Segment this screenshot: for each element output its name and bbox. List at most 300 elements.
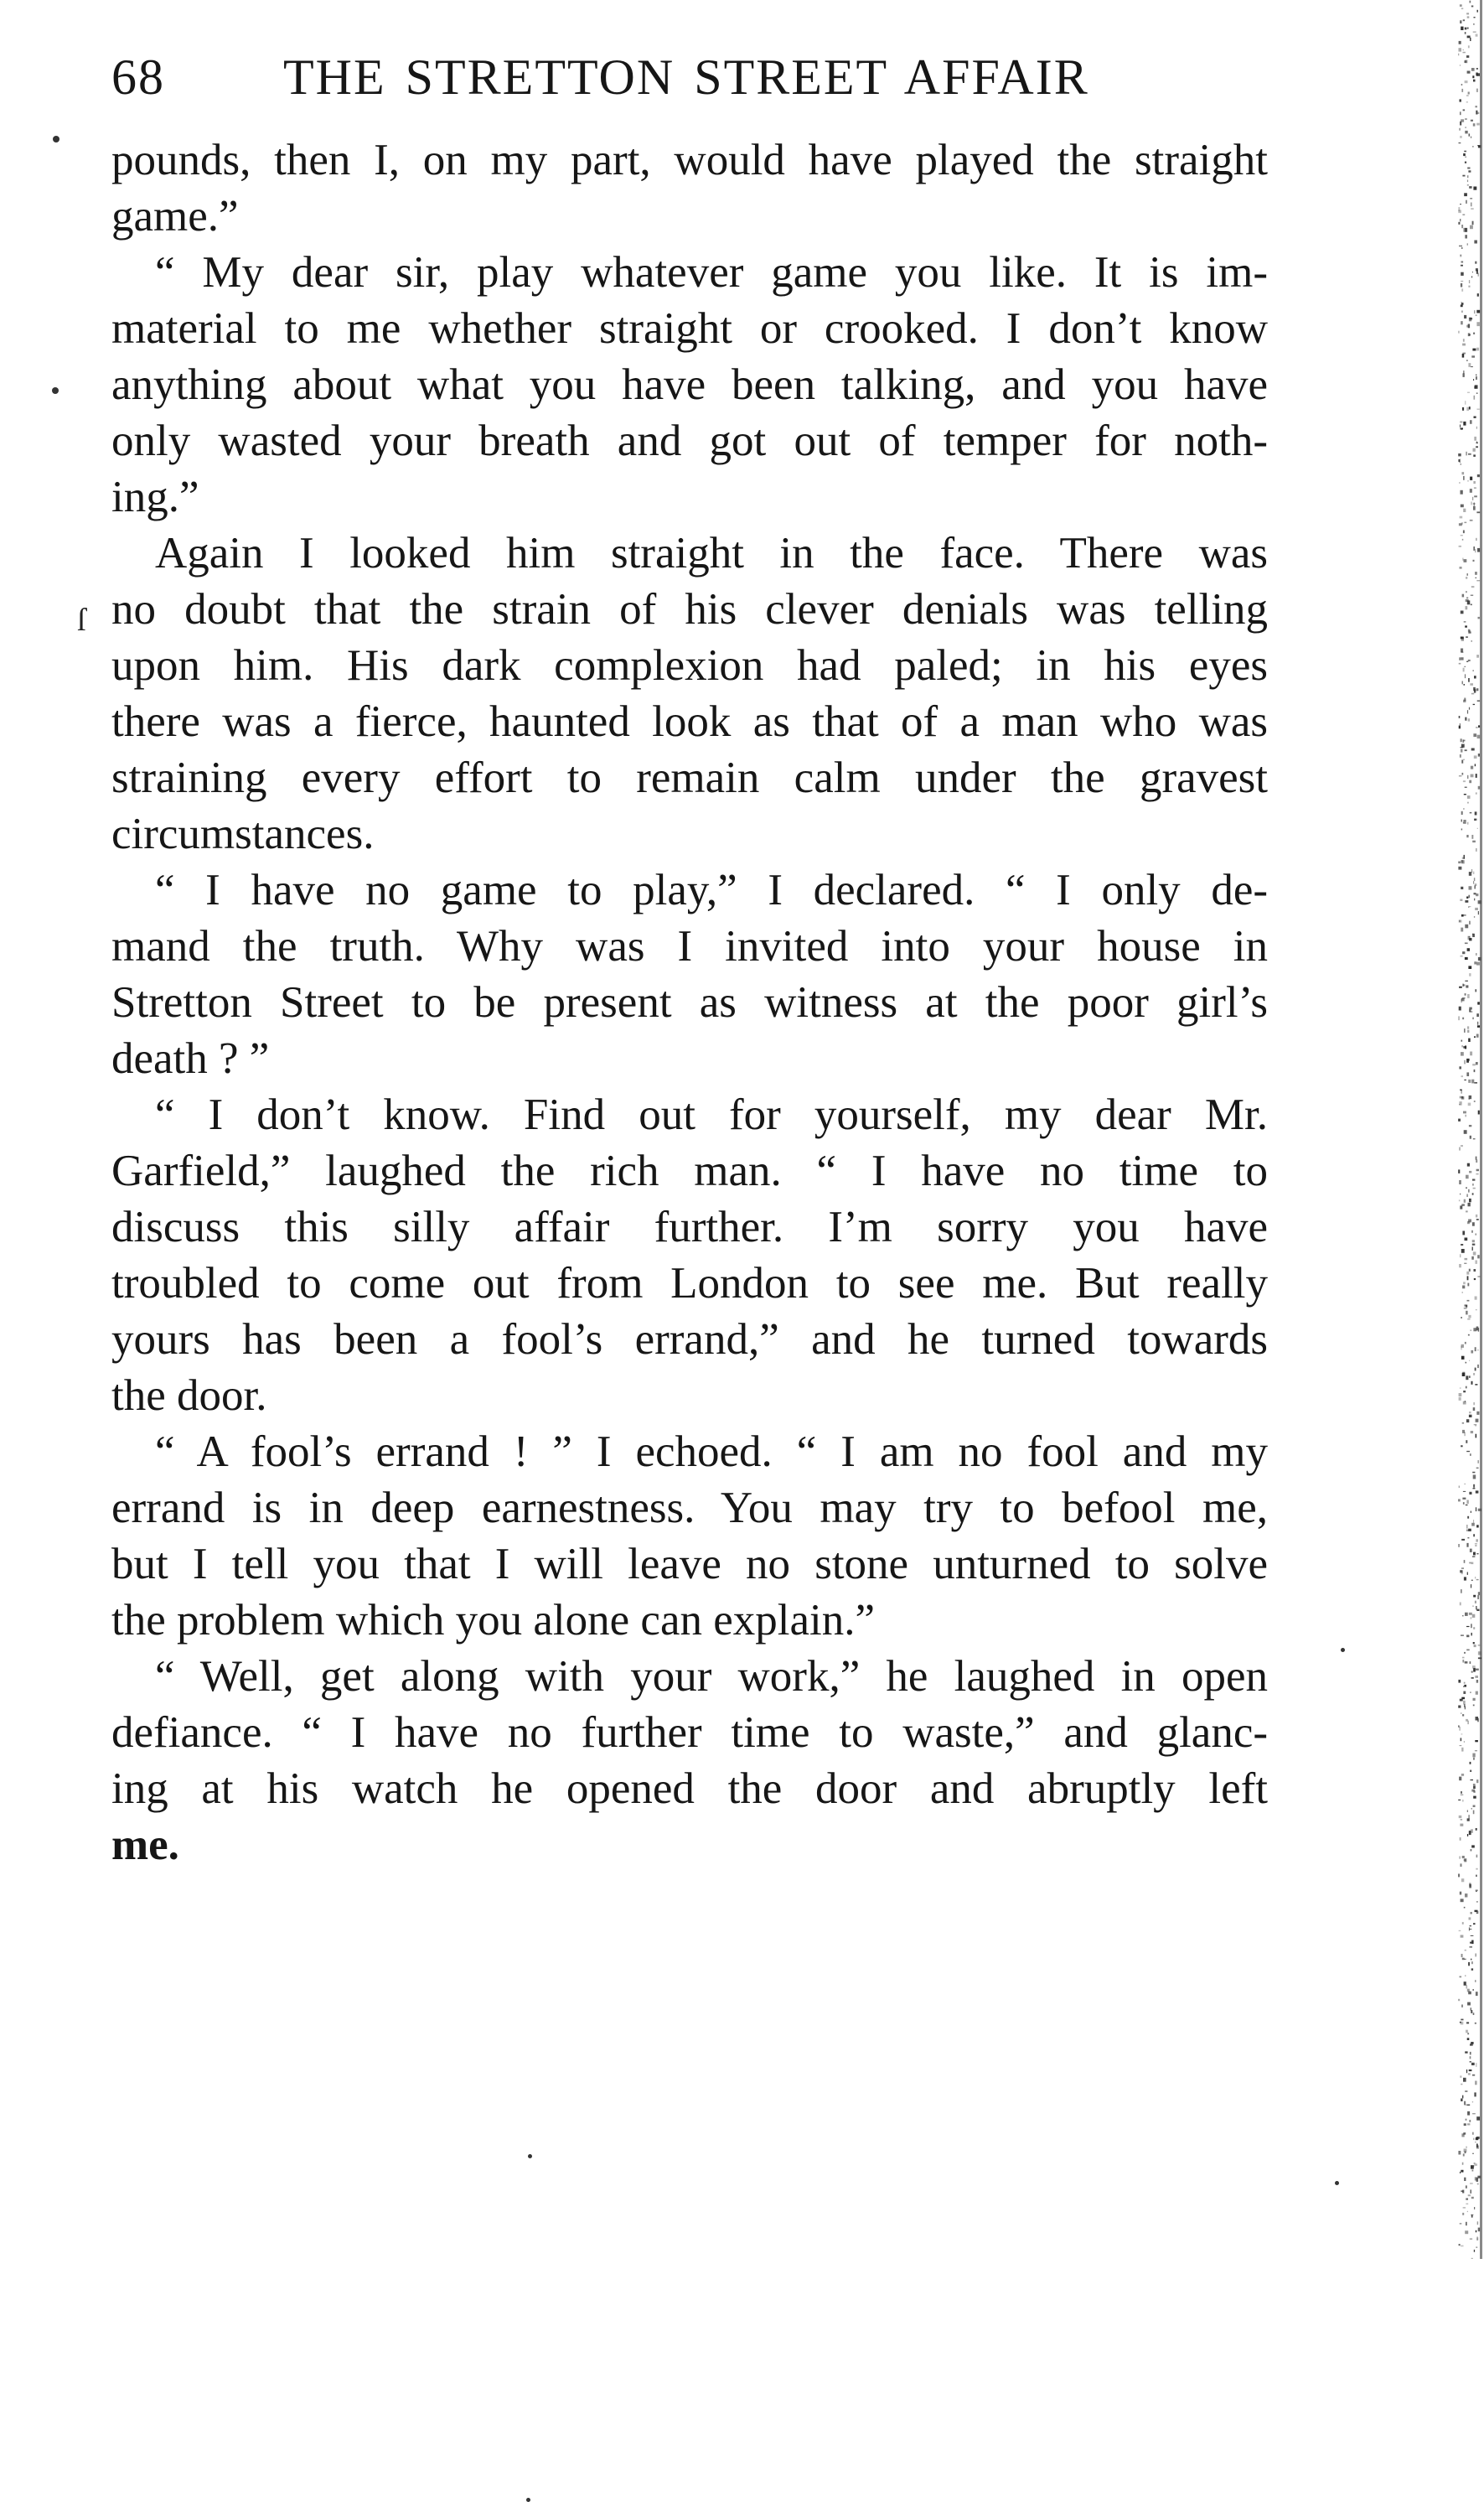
edge-speck <box>1462 1430 1465 1433</box>
edge-speck <box>1471 1431 1473 1433</box>
edge-speck <box>1471 2197 1474 2199</box>
edge-speck <box>1465 32 1466 34</box>
edge-speck <box>1464 151 1466 153</box>
edge-speck <box>1468 1203 1471 1206</box>
edge-speck <box>1476 348 1479 351</box>
text-line: straining every effort to remain calm under the gravest <box>111 754 1268 802</box>
edge-speck <box>1460 1892 1461 1895</box>
edge-speck <box>1466 606 1468 609</box>
edge-speck <box>1466 1650 1470 1651</box>
edge-speck <box>1474 916 1475 918</box>
edge-speck <box>1464 193 1467 196</box>
edge-speck <box>1466 1451 1470 1452</box>
edge-speck <box>1460 1976 1462 1978</box>
edge-speck <box>1461 2084 1462 2085</box>
edge-speck <box>1464 1682 1466 1684</box>
text-line: yours has been a fool’s errand,” and he turned towards <box>111 1315 1268 1364</box>
edge-speck <box>1466 597 1468 598</box>
edge-speck <box>1476 1219 1479 1220</box>
edge-speck <box>1463 1111 1466 1114</box>
edge-speck <box>1476 73 1480 76</box>
edge-speck <box>1470 1 1471 3</box>
stray-dot <box>1341 1648 1345 1652</box>
edge-speck <box>1463 422 1466 426</box>
edge-speck <box>1476 1159 1477 1163</box>
edge-speck <box>1470 1011 1473 1013</box>
edge-speck <box>1466 407 1469 411</box>
running-head <box>111 44 1268 111</box>
edge-speck <box>1476 774 1477 778</box>
edge-speck <box>1466 325 1468 328</box>
edge-speck <box>1473 1534 1475 1536</box>
edge-speck <box>1471 120 1473 122</box>
edge-speck <box>1463 914 1466 915</box>
edge-speck <box>1463 1491 1466 1492</box>
edge-speck <box>1476 34 1478 37</box>
edge-speck <box>1461 998 1465 1001</box>
edge-speck <box>1472 1184 1473 1186</box>
edge-speck <box>1473 1402 1475 1405</box>
edge-speck <box>1469 1831 1471 1835</box>
edge-speck <box>1476 1890 1478 1892</box>
text-line: troubled to come out from London to see me. But really <box>111 1259 1268 1308</box>
edge-speck <box>1458 1706 1461 1708</box>
edge-speck <box>1463 1691 1466 1694</box>
edge-speck <box>1459 459 1460 462</box>
edge-speck <box>1463 780 1466 782</box>
text-line: death ? ” <box>111 1034 270 1083</box>
text-line: defiance. “ I have no further time to waste,” and glanc- <box>111 1708 1268 1757</box>
edge-speck <box>1470 2061 1471 2063</box>
edge-speck <box>1472 1244 1476 1246</box>
edge-speck <box>1474 1645 1476 1647</box>
edge-speck <box>1472 841 1476 842</box>
edge-speck <box>1469 1927 1470 1930</box>
edge-speck <box>1461 1317 1462 1318</box>
edge-speck <box>1465 1707 1466 1710</box>
edge-speck <box>1474 547 1475 551</box>
edge-speck <box>1465 162 1466 163</box>
edge-speck <box>1472 2153 1474 2154</box>
edge-speck <box>1471 1677 1474 1679</box>
running-title: THE STRETTON STREET AFFAIR <box>283 49 1089 105</box>
edge-speck <box>1468 324 1470 329</box>
edge-speck <box>1467 392 1470 393</box>
edge-speck <box>1477 700 1480 702</box>
edge-speck <box>1473 1373 1475 1375</box>
edge-speck <box>1458 867 1461 870</box>
edge-speck <box>1459 1544 1460 1547</box>
edge-speck <box>1472 221 1474 225</box>
edge-speck <box>1462 681 1463 685</box>
edge-speck <box>1472 2132 1473 2135</box>
edge-speck <box>1470 38 1471 41</box>
text-line: Garfield,” laughed the rich man. “ I have no time to <box>111 1147 1268 1195</box>
edge-speck <box>1474 893 1476 894</box>
edge-speck <box>1476 1579 1479 1580</box>
edge-speck <box>1458 1874 1460 1878</box>
edge-speck <box>1462 594 1465 598</box>
edge-speck <box>1466 1059 1469 1063</box>
edge-speck <box>1471 766 1473 769</box>
edge-speck <box>1462 407 1464 411</box>
edge-speck <box>1477 1365 1479 1368</box>
edge-speck <box>1468 286 1470 287</box>
edge-speck <box>1475 1577 1476 1579</box>
edge-speck <box>1476 1855 1478 1858</box>
edge-speck <box>1463 339 1465 342</box>
edge-speck <box>1470 489 1472 493</box>
edge-speck <box>1466 1210 1468 1212</box>
edge-speck <box>1471 1779 1474 1780</box>
edge-speck <box>1475 1601 1476 1603</box>
edge-speck <box>1468 45 1470 48</box>
edge-speck <box>1475 819 1476 821</box>
edge-speck <box>1475 811 1477 815</box>
edge-speck <box>1469 1269 1471 1272</box>
edge-speck <box>1466 55 1469 58</box>
edge-speck <box>1470 2044 1473 2046</box>
edge-speck <box>1464 1907 1466 1909</box>
edge-speck <box>1463 2207 1466 2209</box>
edge-speck <box>1462 1498 1466 1500</box>
edge-speck <box>1460 136 1462 138</box>
edge-speck <box>1467 994 1470 998</box>
edge-speck <box>1477 1255 1480 1258</box>
edge-speck <box>1462 354 1465 358</box>
scanned-page-edge <box>1435 0 1484 2259</box>
edge-speck <box>1463 1502 1465 1505</box>
edge-speck <box>1474 2250 1475 2252</box>
edge-speck <box>1475 2142 1476 2143</box>
edge-speck <box>1465 131 1467 134</box>
edge-speck <box>1463 109 1466 111</box>
edge-speck <box>1474 961 1476 964</box>
edge-speck <box>1465 981 1468 982</box>
edge-speck <box>1461 429 1463 430</box>
edge-speck <box>1461 305 1463 308</box>
edge-speck <box>1477 10 1478 13</box>
edge-speck <box>1474 310 1475 313</box>
edge-speck <box>1461 535 1463 536</box>
edge-speck <box>1461 1954 1463 1957</box>
edge-speck <box>1461 749 1463 753</box>
text-line: anything about what you have been talking, and you have <box>111 360 1268 409</box>
edge-speck <box>1466 1272 1469 1275</box>
edge-speck <box>1458 1499 1461 1501</box>
edge-speck <box>1473 1188 1476 1189</box>
edge-speck <box>1466 360 1468 361</box>
edge-speck <box>1459 2244 1461 2246</box>
edge-speck <box>1465 749 1467 751</box>
edge-speck <box>1472 1064 1476 1065</box>
text-line: ing at his watch he opened the door and abruptly left <box>111 1764 1268 1813</box>
edge-speck <box>1478 1328 1479 1332</box>
edge-speck <box>1469 921 1471 925</box>
edge-speck <box>1458 1725 1459 1727</box>
edge-speck <box>1466 985 1468 987</box>
edge-speck <box>1465 900 1468 903</box>
edge-speck <box>1458 2151 1461 2155</box>
edge-speck <box>1468 1962 1470 1966</box>
edge-speck <box>1470 1661 1471 1664</box>
text-line: no doubt that the strain of his clever denials was telling <box>111 585 1268 634</box>
edge-speck <box>1474 495 1477 497</box>
edge-speck <box>1458 453 1461 456</box>
edge-speck <box>1471 6 1474 8</box>
edge-speck <box>1461 1040 1463 1042</box>
edge-speck <box>1467 1030 1469 1033</box>
edge-speck <box>1466 577 1467 578</box>
edge-speck <box>1462 951 1465 954</box>
paragraph-first-line: Again I looked him straight in the face. There was <box>155 529 1268 578</box>
edge-speck <box>1461 747 1464 748</box>
edge-speck <box>1461 505 1464 508</box>
edge-speck <box>1468 333 1471 336</box>
edge-speck <box>1472 1193 1474 1194</box>
edge-speck <box>1476 376 1477 380</box>
edge-speck <box>1478 1592 1480 1595</box>
edge-speck <box>1466 1985 1467 1988</box>
edge-speck <box>1464 559 1467 562</box>
edge-speck <box>1461 225 1463 228</box>
edge-speck <box>1476 1901 1478 1903</box>
edge-speck <box>1466 1072 1469 1076</box>
edge-speck <box>1461 1748 1463 1752</box>
edge-speck <box>1461 321 1463 324</box>
edge-speck <box>1467 1834 1468 1836</box>
edge-speck <box>1466 2105 1470 2106</box>
edge-speck <box>1458 1999 1460 2001</box>
edge-speck <box>1477 548 1480 552</box>
edge-speck <box>1476 1525 1479 1527</box>
edge-speck <box>1459 142 1461 143</box>
edge-speck <box>1469 780 1471 784</box>
edge-speck <box>1461 611 1464 614</box>
edge-speck <box>1469 1415 1472 1417</box>
edge-speck <box>1470 1942 1472 1944</box>
edge-speck <box>1471 1633 1472 1636</box>
edge-speck <box>1461 2005 1463 2007</box>
edge-speck <box>1473 1705 1475 1707</box>
edge-speck <box>1461 265 1463 267</box>
edge-speck <box>1469 280 1470 283</box>
edge-speck <box>1462 2095 1463 2099</box>
edge-speck <box>1458 207 1460 211</box>
edge-speck <box>1476 580 1480 581</box>
edge-speck <box>1465 674 1466 678</box>
edge-speck <box>1461 887 1463 889</box>
edge-speck <box>1469 2120 1471 2122</box>
edge-speck <box>1460 516 1463 519</box>
edge-speck <box>1459 1486 1460 1489</box>
edge-speck <box>1463 1401 1466 1405</box>
edge-speck <box>1460 1837 1461 1841</box>
edge-speck <box>1463 1701 1466 1705</box>
edge-speck <box>1460 255 1461 257</box>
edge-speck <box>1461 1863 1462 1867</box>
edge-speck <box>1477 1460 1479 1463</box>
edge-speck <box>1461 1145 1463 1147</box>
edge-speck <box>1461 928 1463 932</box>
edge-speck <box>1462 1657 1465 1659</box>
edge-speck <box>1458 54 1459 56</box>
edge-speck <box>1468 1721 1469 1724</box>
stray-dot <box>1335 2181 1339 2185</box>
edge-speck <box>1468 1039 1471 1042</box>
edge-speck <box>1462 1958 1465 1961</box>
edge-speck <box>1459 41 1461 44</box>
page-number: 68 <box>111 49 165 105</box>
edge-speck <box>1464 666 1466 667</box>
edge-speck <box>1470 1549 1472 1552</box>
edge-speck <box>1477 735 1481 738</box>
edge-speck <box>1461 744 1465 748</box>
edge-speck <box>1477 828 1478 829</box>
edge-speck <box>1474 2207 1475 2209</box>
edge-speck <box>1460 2075 1461 2077</box>
edge-speck <box>1474 1101 1476 1102</box>
edge-speck <box>1468 718 1470 721</box>
edge-speck <box>1476 688 1479 691</box>
edge-speck <box>1474 689 1476 692</box>
edge-speck <box>1474 241 1477 244</box>
edge-speck <box>1461 84 1463 85</box>
edge-speck <box>1459 657 1460 660</box>
edge-speck <box>1476 314 1477 316</box>
edge-speck <box>1476 1169 1479 1172</box>
edge-speck <box>1461 1738 1462 1741</box>
edge-speck <box>1476 1691 1478 1695</box>
edge-speck <box>1476 310 1480 313</box>
edge-speck <box>1476 68 1478 70</box>
edge-speck <box>1469 906 1471 907</box>
edge-speck <box>1470 2056 1471 2059</box>
edge-speck <box>1459 1393 1462 1396</box>
edge-speck <box>1476 1717 1479 1721</box>
edge-speck <box>1466 13 1469 14</box>
edge-speck <box>1474 17 1476 18</box>
edge-speck <box>1467 1163 1470 1167</box>
edge-speck <box>1471 1080 1474 1084</box>
edge-speck <box>1459 1066 1461 1069</box>
edge-speck <box>1467 243 1468 245</box>
edge-speck <box>1470 198 1472 199</box>
edge-speck <box>1466 897 1468 899</box>
edge-speck <box>1467 1572 1468 1575</box>
edge-speck <box>1470 1329 1471 1331</box>
edge-speck <box>1461 1878 1464 1882</box>
edge-speck <box>1460 4 1462 7</box>
edge-speck <box>1461 1445 1462 1447</box>
edge-speck <box>1474 386 1476 389</box>
edge-speck <box>1473 32 1476 33</box>
edge-speck <box>1462 1714 1464 1716</box>
edge-speck <box>1462 214 1465 215</box>
edge-speck <box>1466 2222 1467 2225</box>
edge-speck <box>1473 1698 1476 1701</box>
edge-speck <box>1476 392 1478 394</box>
edge-speck <box>1470 477 1472 480</box>
edge-speck <box>1472 75 1474 78</box>
edge-speck <box>1464 1308 1467 1309</box>
edge-speck <box>1459 1857 1461 1859</box>
edge-speck <box>1477 1595 1479 1599</box>
edge-speck <box>1460 1570 1462 1572</box>
edge-speck <box>1471 1256 1474 1260</box>
margin-mark: ſ <box>77 603 86 638</box>
edge-speck <box>1473 1138 1476 1139</box>
edge-speck <box>1478 725 1480 728</box>
edge-speck <box>1476 1490 1479 1493</box>
edge-speck <box>1463 1282 1466 1284</box>
edge-speck <box>1471 749 1475 751</box>
edge-speck <box>1474 437 1476 441</box>
edge-speck <box>1464 1741 1465 1743</box>
edge-speck <box>1459 482 1460 483</box>
edge-speck <box>1459 546 1461 547</box>
edge-speck <box>1477 1002 1480 1004</box>
edge-speck <box>1466 1530 1469 1532</box>
edge-speck <box>1467 2123 1470 2125</box>
edge-speck <box>1464 60 1466 63</box>
text-line: the problem which you alone can explain.” <box>111 1596 875 1645</box>
edge-speck <box>1468 966 1471 969</box>
edge-speck <box>1461 303 1464 305</box>
edge-speck <box>1460 723 1461 726</box>
edge-speck <box>1476 1034 1479 1038</box>
edge-speck <box>1475 1368 1476 1371</box>
edge-speck <box>1471 1671 1473 1673</box>
edge-speck <box>1474 1070 1476 1072</box>
edge-speck <box>1466 200 1467 204</box>
edge-speck <box>1459 246 1462 247</box>
edge-speck <box>1476 2237 1478 2240</box>
edge-speck <box>1469 186 1471 189</box>
edge-speck <box>1467 1537 1469 1538</box>
edge-speck <box>1477 1025 1480 1028</box>
edge-speck <box>1468 1992 1471 1995</box>
edge-speck <box>1460 1387 1461 1388</box>
edge-speck <box>1472 1472 1475 1474</box>
edge-speck <box>1476 1062 1478 1065</box>
edge-speck <box>1469 1008 1472 1010</box>
edge-speck <box>1473 187 1476 190</box>
edge-speck <box>1466 2030 1468 2033</box>
edge-speck <box>1476 1468 1479 1469</box>
edge-speck <box>1464 1685 1466 1687</box>
edge-speck <box>1475 549 1476 552</box>
edge-speck <box>1467 168 1470 169</box>
edge-speck <box>1465 2051 1467 2053</box>
edge-speck <box>1461 490 1463 495</box>
edge-speck <box>1467 175 1468 178</box>
paragraph-first-line: “ I don’t know. Find out for yourself, my dear Mr. <box>155 1090 1268 1139</box>
edge-speck <box>1462 739 1464 743</box>
edge-speck <box>1466 2069 1467 2073</box>
edge-speck <box>1461 1539 1465 1541</box>
edge-speck <box>1469 1883 1471 1886</box>
edge-speck <box>1476 792 1477 794</box>
edge-speck <box>1465 118 1467 120</box>
edge-speck <box>1477 112 1479 114</box>
edge-speck <box>1473 506 1476 510</box>
edge-speck <box>1469 886 1472 889</box>
edge-speck <box>1461 27 1463 30</box>
edge-speck <box>1468 1080 1471 1083</box>
edge-speck <box>1470 1762 1471 1764</box>
edge-speck <box>1477 1349 1478 1350</box>
